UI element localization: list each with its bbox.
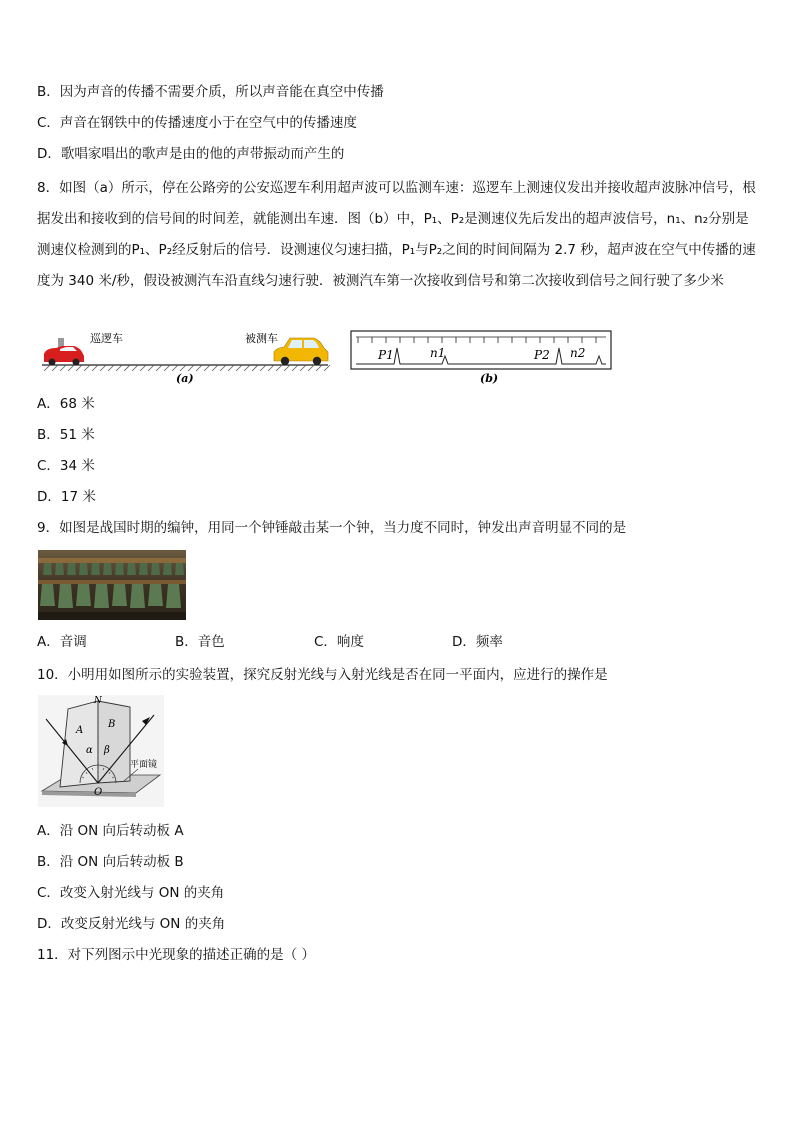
q10-stem: 10．小明用如图所示的实验装置，探究反射光线与入射光线是否在同一平面内，应进行的操作是 [37,667,608,683]
q9-stem: 9．如图是战国时期的编钟，用同一个钟锤敲击某一个钟，当力度不同时，钟发出声音明显不同的是 [37,520,627,536]
q8-option-a: A．68 米 [37,396,95,412]
q9-option-a: A．音调 [37,634,87,650]
normal-n-label: N [94,696,102,706]
q7-option-d: D．歌唱家唱出的歌声是由的他的声带振动而产生的 [37,146,345,162]
q7-option-c: C．声音在钢铁中的传播速度小于在空气中的传播速度 [37,115,357,131]
q9-option-b: B．音色 [175,634,225,650]
beta-label: β [104,745,110,756]
q10-option-d: D．改变反射光线与 ON 的夹角 [37,916,226,932]
q8-option-c: C．34 米 [37,458,95,474]
q9-option-c: C．响度 [314,634,364,650]
plane-mirror-label: 平面镜 [130,760,158,770]
figure-a-caption: (a) [176,372,194,384]
board-b-label: B [108,719,116,730]
q7-option-b: B．因为声音的传播不需要介质，所以声音能在真空中传播 [37,84,384,100]
point-o-label: O [94,787,103,798]
q10-option-c: C．改变入射光线与 ON 的夹角 [37,885,225,901]
reflection-experiment-figure [38,695,164,807]
bianzhong-bells-photo [38,550,186,620]
figure-b-caption: (b) [480,372,499,384]
q8-option-d: D．17 米 [37,489,96,505]
target-car-label: 被测车 [245,332,278,345]
q9-option-d: D．频率 [452,634,503,650]
alpha-label: α [86,745,93,756]
n1-label: n1 [430,346,446,360]
q8-option-b: B．51 米 [37,427,95,443]
q8-figure-b [350,328,614,384]
p2-label: P2 [534,348,550,362]
board-a-label: A [76,725,84,736]
patrol-car-label: 巡逻车 [90,332,123,345]
q8-stem: 8．如图（a）所示，停在公路旁的公安巡逻车利用超声波可以监测车速：巡逻车上测速仪发出并接收超声波脉冲信号，根据发出和接收到的信号间的时间差，就能测出车速．图（b）中，P₁、P₂是测速仪先后发出的超声波信号，n₁、n₂分别是测速仪检测到的P₁、P₂经反射后的信号．设测速仪匀速扫描，P₁与P₂之间的时间间隔为 2.7 秒，超声波在空气中传播的速度为 340 米/秒，假设被测汽车沿直线匀速行驶．被测汽车第一次接收到信号和第二次接收到信号之间行驶了多少米 [37,180,756,289]
q10-option-b: B．沿 ON 向后转动板 B [37,854,184,870]
target-car-icon [274,338,328,365]
q8-figure-a [40,328,332,384]
patrol-car-icon [44,338,84,366]
n2-label: n2 [570,346,586,360]
q10-option-a: A．沿 ON 向后转动板 A [37,823,184,839]
p1-label: P1 [378,348,394,362]
q11-stem: 11．对下列图示中光现象的描述正确的是（ ） [37,947,315,963]
